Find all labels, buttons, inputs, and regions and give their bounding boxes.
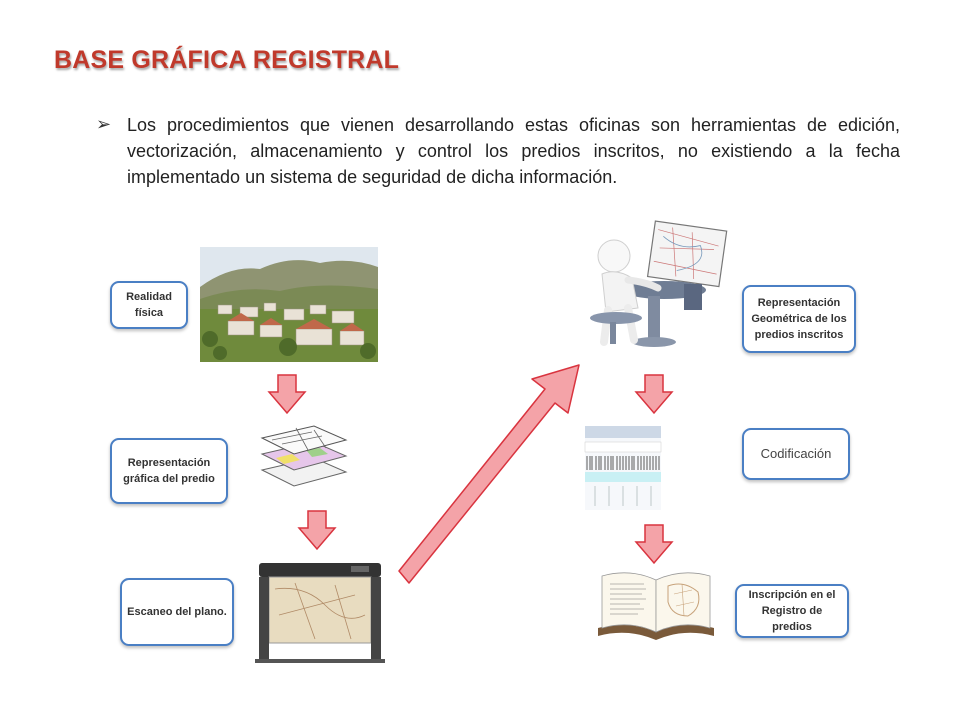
down-arrow-icon	[635, 374, 673, 414]
label-escaneo: Escaneo del plano.	[120, 578, 234, 646]
slide-title: BASE GRÁFICA REGISTRAL	[54, 46, 400, 74]
label-codificacion: Codificación	[742, 428, 850, 480]
down-arrow-icon	[635, 524, 673, 564]
label-inscripcion: Inscripción en el Registro de predios	[735, 584, 849, 638]
person-at-computer-image	[588, 222, 728, 354]
diagonal-arrow-icon	[396, 362, 586, 584]
down-arrow-icon	[298, 510, 336, 550]
map-layers-image	[252, 420, 352, 492]
label-representacion-geometrica: Representación Geométrica de los predios inscritos	[742, 285, 856, 353]
plotter-scanner-image	[255, 555, 385, 667]
open-book-image	[594, 566, 718, 640]
bullet-item	[96, 112, 900, 190]
down-arrow-icon	[268, 374, 306, 414]
town-landscape-image	[200, 247, 378, 362]
barcode-image	[585, 426, 661, 510]
label-representacion-grafica: Representación gráfica del predio	[110, 438, 228, 504]
arrow-bullet-icon: ➢	[96, 114, 112, 134]
label-realidad-fisica: Realidad física	[110, 281, 188, 329]
bullet-text: Los procedimientos que vienen desarrollando estas oficinas son herramientas de edición, vectorización, almacenamiento y control los predios inscritos, no existiendo a la fecha implementado un sistema de seguridad de dicha información.	[127, 115, 900, 187]
